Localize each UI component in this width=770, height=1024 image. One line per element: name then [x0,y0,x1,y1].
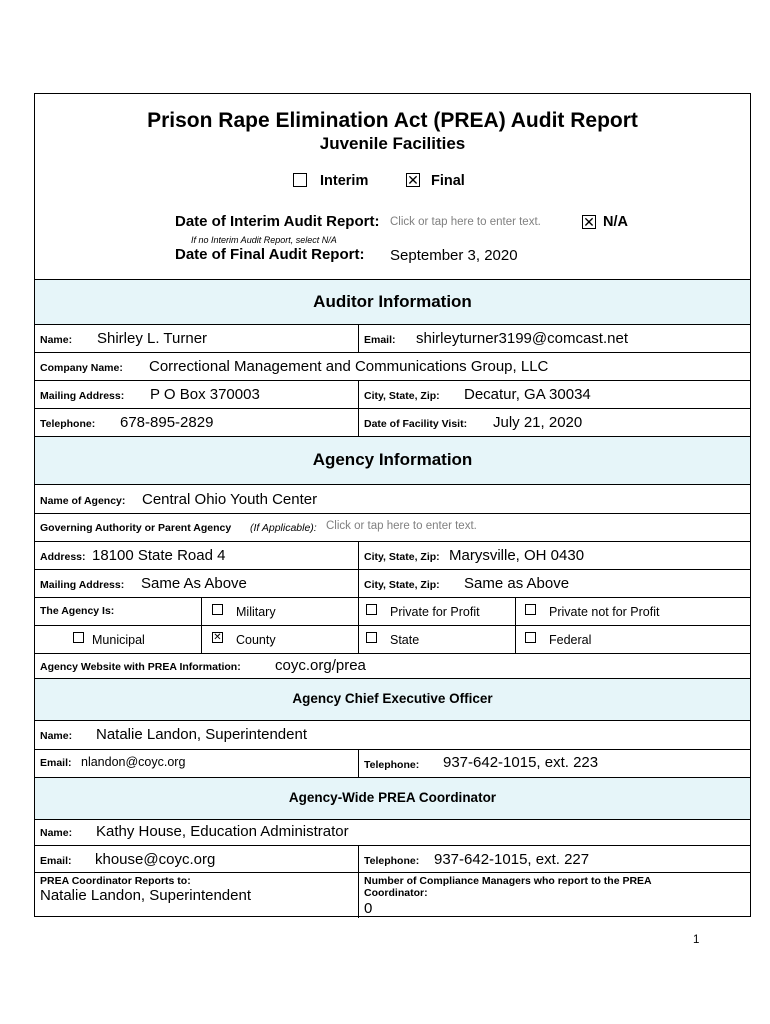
report-title: Prison Rape Elimination Act (PREA) Audit Report [147,109,638,132]
municipal-label: Municipal [92,633,145,647]
na-label: N/A [603,214,628,230]
county-checkbox[interactable] [212,632,223,643]
auditor-mailing-value[interactable]: P O Box 370003 [150,386,260,403]
website-value[interactable]: coyc.org/prea [275,657,366,674]
agency-mailing-label: Mailing Address: [40,579,125,591]
municipal-checkbox[interactable] [73,632,84,643]
auditor-section-title: Auditor Information [313,292,472,311]
coordinator-section-title: Agency-Wide PREA Coordinator [288,790,497,805]
agency-name-value[interactable]: Central Ohio Youth Center [142,491,318,508]
coordinator-email-value[interactable]: khouse@coyc.org [95,851,216,868]
agency-section-title: Agency Information [312,450,473,469]
reports-to-value[interactable]: Natalie Landon, Superintendent [40,887,251,904]
auditor-company-label: Company Name: [40,362,123,374]
interim-date-label: Date of Interim Audit Report: [175,213,380,230]
agency-csz-value[interactable]: Marysville, OH 0430 [449,547,585,564]
coordinator-name-value[interactable]: Kathy House, Education Administrator [96,823,349,840]
coordinator-phone-value[interactable]: 937-642-1015, ext. 227 [434,851,590,868]
agency-mailing-value[interactable]: Same As Above [141,575,247,592]
governing-label: Governing Authority or Parent Agency [40,522,232,534]
report-subtitle: Juvenile Facilities [319,134,466,153]
final-label: Final [431,173,465,189]
ceo-email-value[interactable]: nlandon@coyc.org [81,755,186,769]
website-label: Agency Website with PREA Information: [40,661,241,673]
managers-label-line2: Coordinator: [364,887,428,899]
auditor-company-value[interactable]: Correctional Management and Communications Group, LLC [149,358,549,375]
private-nonprofit-checkbox[interactable] [525,604,536,615]
ceo-section-title: Agency Chief Executive Officer [292,691,493,706]
interim-checkbox[interactable] [293,173,307,187]
federal-checkbox[interactable] [525,632,536,643]
final-date-label: Date of Final Audit Report: [175,246,365,263]
final-date-value[interactable]: September 3, 2020 [390,247,518,264]
ceo-phone-label: Telephone: [364,759,420,771]
auditor-phone-value[interactable]: 678-895-2829 [120,414,214,431]
ceo-name-label: Name: [40,730,73,742]
coordinator-email-label: Email: [40,855,72,867]
auditor-email-value[interactable]: shirleyturner3199@comcast.net [416,330,628,347]
state-checkbox[interactable] [366,632,377,643]
auditor-name-value[interactable]: Shirley L. Turner [97,330,208,347]
interim-note: If no Interim Audit Report, select N/A [191,235,337,245]
agency-csz2-value[interactable]: Same as Above [464,575,570,592]
na-checkbox[interactable] [582,215,596,229]
auditor-mailing-label: Mailing Address: [40,390,125,402]
auditor-email-label: Email: [364,334,396,346]
military-label: Military [236,605,276,619]
managers-value[interactable]: 0 [364,900,373,917]
private-nonprofit-label: Private not for Profit [549,605,660,619]
governing-note: (If Applicable): [250,522,317,534]
interim-date-input[interactable]: Click or tap here to enter text. [390,216,541,228]
agency-type-label: The Agency Is: [40,605,115,617]
reports-to-label: PREA Coordinator Reports to: [40,875,191,887]
state-label: State [390,633,420,647]
county-label: County [236,633,276,647]
page-number: 1 [693,934,700,946]
agency-name-label: Name of Agency: [40,495,126,507]
agency-address-value[interactable]: 18100 State Road 4 [92,547,226,564]
report-form [34,93,751,917]
federal-label: Federal [549,633,592,647]
auditor-visit-label: Date of Facility Visit: [364,418,468,430]
auditor-visit-value[interactable]: July 21, 2020 [493,414,583,431]
auditor-name-label: Name: [40,334,73,346]
ceo-email-label: Email: [40,757,72,769]
ceo-name-value[interactable]: Natalie Landon, Superintendent [96,726,307,743]
agency-csz-label: City, State, Zip: [364,551,440,563]
interim-label: Interim [320,173,369,189]
private-profit-checkbox[interactable] [366,604,377,615]
final-checkbox[interactable] [406,173,420,187]
auditor-csz-value[interactable]: Decatur, GA 30034 [464,386,591,403]
agency-csz2-label: City, State, Zip: [364,579,440,591]
military-checkbox[interactable] [212,604,223,615]
auditor-csz-label: City, State, Zip: [364,390,440,402]
coordinator-phone-label: Telephone: [364,855,420,867]
agency-address-label: Address: [40,551,86,563]
private-profit-label: Private for Profit [390,605,480,619]
governing-input[interactable]: Click or tap here to enter text. [326,520,477,532]
managers-label-line1: Number of Compliance Managers who report to the PREA [364,875,652,887]
auditor-phone-label: Telephone: [40,418,96,430]
coordinator-name-label: Name: [40,827,73,839]
ceo-phone-value[interactable]: 937-642-1015, ext. 223 [443,754,599,771]
